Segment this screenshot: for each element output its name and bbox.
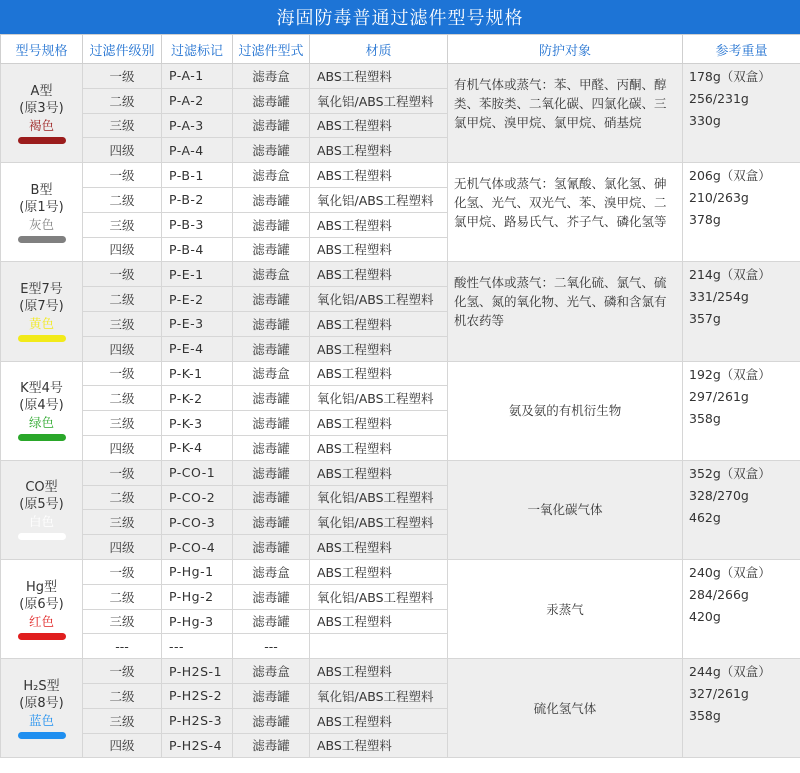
level-cell: 四级 bbox=[83, 435, 162, 460]
code-cell: P-CO-1 bbox=[162, 460, 233, 485]
material-cell: ABS工程塑料 bbox=[310, 559, 448, 584]
level-cell: 二级 bbox=[83, 287, 162, 312]
weight-value: 352g（双盒） bbox=[689, 465, 771, 481]
color-label: 红色 bbox=[28, 613, 54, 629]
material-cell: ABS工程塑料 bbox=[310, 163, 448, 188]
code-cell: P-B-3 bbox=[162, 212, 233, 237]
weight-value: 178g（双盒） bbox=[689, 69, 771, 84]
protection-cell: 汞蒸气 bbox=[448, 559, 683, 658]
weight-value: 240g（双盒） bbox=[689, 564, 771, 580]
model-original: (原3号) bbox=[19, 100, 64, 116]
model-name: H₂S型 bbox=[23, 678, 60, 694]
weight-cell bbox=[683, 460, 800, 559]
weight-value: 328/270g bbox=[689, 487, 749, 503]
code-cell: P-B-1 bbox=[162, 163, 233, 188]
weight-value: 192g（双盒） bbox=[689, 366, 771, 382]
form-cell: 滤毒罐 bbox=[233, 113, 310, 138]
code-cell: P-K-2 bbox=[162, 386, 233, 411]
weight-cell bbox=[683, 559, 800, 658]
level-cell: 三级 bbox=[83, 510, 162, 535]
protection-cell: 氨及氨的有机衍生物 bbox=[448, 361, 683, 460]
weight-value: 214g（双盒） bbox=[689, 267, 771, 283]
model-original: (原7号) bbox=[19, 298, 64, 314]
table-row bbox=[1, 163, 800, 188]
header-row bbox=[1, 35, 800, 64]
form-cell: 滤毒罐 bbox=[233, 237, 310, 262]
code-cell: --- bbox=[162, 634, 233, 659]
color-label: 白色 bbox=[28, 514, 54, 530]
weight-value: 420g bbox=[689, 608, 721, 624]
protection-cell: 一氧化碳气体 bbox=[448, 460, 683, 559]
page-title: 海固防毒普通过滤件型号规格 bbox=[0, 0, 800, 34]
color-label: 蓝色 bbox=[28, 712, 54, 728]
code-cell: P-Hg-2 bbox=[162, 584, 233, 609]
form-cell: 滤毒罐 bbox=[233, 212, 310, 237]
form-cell: 滤毒罐 bbox=[233, 460, 310, 485]
code-cell: P-B-2 bbox=[162, 187, 233, 212]
material-cell: ABS工程塑料 bbox=[310, 212, 448, 237]
table-row bbox=[1, 64, 800, 89]
code-cell: P-H2S-1 bbox=[162, 659, 233, 684]
level-cell: 二级 bbox=[83, 485, 162, 510]
form-cell: 滤毒罐 bbox=[233, 287, 310, 312]
spec-table bbox=[0, 34, 800, 758]
material-cell: ABS工程塑料 bbox=[310, 237, 448, 262]
model-name: A型 bbox=[30, 83, 53, 99]
table-row bbox=[1, 559, 800, 584]
level-cell: 四级 bbox=[83, 138, 162, 163]
level-cell: 二级 bbox=[83, 187, 162, 212]
code-cell: P-H2S-4 bbox=[162, 733, 233, 758]
form-cell: 滤毒盒 bbox=[233, 361, 310, 386]
material-cell: 氧化铝/ABS工程塑料 bbox=[310, 584, 448, 609]
material-cell bbox=[310, 634, 448, 659]
color-swatch bbox=[18, 732, 66, 739]
material-cell: ABS工程塑料 bbox=[310, 535, 448, 560]
level-cell: 三级 bbox=[83, 411, 162, 436]
weight-cell bbox=[683, 64, 800, 163]
form-cell: 滤毒罐 bbox=[233, 535, 310, 560]
form-cell: 滤毒罐 bbox=[233, 88, 310, 113]
protection-cell: 有机气体或蒸气：苯、甲醛、丙酮、醇类、苯胺类、二氧化碳、四氯化碳、三氯甲烷、溴甲烷、氯甲烷、硝基烷 bbox=[448, 64, 683, 163]
level-cell: 四级 bbox=[83, 336, 162, 361]
material-cell: ABS工程塑料 bbox=[310, 708, 448, 733]
color-label: 灰色 bbox=[28, 216, 54, 232]
material-cell: 氧化铝/ABS工程塑料 bbox=[310, 287, 448, 312]
color-swatch bbox=[18, 434, 66, 441]
material-cell: 氧化铝/ABS工程塑料 bbox=[310, 187, 448, 212]
color-swatch bbox=[18, 533, 66, 540]
form-cell: 滤毒罐 bbox=[233, 187, 310, 212]
code-cell: P-A-3 bbox=[162, 113, 233, 138]
weight-value: 378g bbox=[689, 212, 721, 228]
weight-value: 244g（双盒） bbox=[689, 664, 771, 680]
header-protection: 防护对象 bbox=[448, 35, 683, 64]
model-cell bbox=[1, 460, 83, 559]
level-cell: 一级 bbox=[83, 559, 162, 584]
code-cell: P-E-3 bbox=[162, 311, 233, 336]
form-cell: 滤毒罐 bbox=[233, 485, 310, 510]
model-name: B型 bbox=[30, 182, 53, 198]
level-cell: 一级 bbox=[83, 64, 162, 89]
material-cell: ABS工程塑料 bbox=[310, 733, 448, 758]
material-cell: ABS工程塑料 bbox=[310, 460, 448, 485]
material-cell: ABS工程塑料 bbox=[310, 361, 448, 386]
weight-value: 210/263g bbox=[689, 190, 749, 206]
header-form: 过滤件型式 bbox=[233, 35, 310, 64]
protection-cell: 无机气体或蒸气：氢氰酸、氯化氢、砷化氢、光气、双光气、苯、溴甲烷、二氯甲烷、路易氏气、芥子气、磷化氢等 bbox=[448, 163, 683, 262]
level-cell: 三级 bbox=[83, 212, 162, 237]
form-cell: 滤毒罐 bbox=[233, 386, 310, 411]
form-cell: 滤毒罐 bbox=[233, 609, 310, 634]
level-cell: 一级 bbox=[83, 460, 162, 485]
model-cell bbox=[1, 64, 83, 163]
protection-cell: 硫化氢气体 bbox=[448, 659, 683, 758]
form-cell: 滤毒罐 bbox=[233, 435, 310, 460]
level-cell: 一级 bbox=[83, 361, 162, 386]
code-cell: P-CO-3 bbox=[162, 510, 233, 535]
model-original: (原8号) bbox=[19, 695, 64, 711]
weight-value: 358g bbox=[689, 410, 721, 426]
code-cell: P-K-4 bbox=[162, 435, 233, 460]
header-weight: 参考重量 bbox=[683, 35, 800, 64]
material-cell: ABS工程塑料 bbox=[310, 64, 448, 89]
level-cell: 二级 bbox=[83, 386, 162, 411]
material-cell: ABS工程塑料 bbox=[310, 659, 448, 684]
weight-value: 330g bbox=[689, 113, 721, 128]
level-cell: 一级 bbox=[83, 659, 162, 684]
model-original: (原1号) bbox=[19, 199, 64, 215]
color-swatch bbox=[18, 335, 66, 342]
table-row bbox=[1, 460, 800, 485]
material-cell: 氧化铝/ABS工程塑料 bbox=[310, 485, 448, 510]
table-row bbox=[1, 659, 800, 684]
form-cell: 滤毒罐 bbox=[233, 138, 310, 163]
form-cell: 滤毒盒 bbox=[233, 64, 310, 89]
material-cell: 氧化铝/ABS工程塑料 bbox=[310, 88, 448, 113]
level-cell: 三级 bbox=[83, 708, 162, 733]
code-cell: P-Hg-3 bbox=[162, 609, 233, 634]
weight-value: 358g bbox=[689, 708, 721, 724]
code-cell: P-A-1 bbox=[162, 64, 233, 89]
level-cell: 四级 bbox=[83, 535, 162, 560]
model-cell bbox=[1, 559, 83, 658]
weight-value: 331/254g bbox=[689, 289, 749, 305]
header-level: 过滤件级别 bbox=[83, 35, 162, 64]
color-swatch bbox=[18, 633, 66, 640]
material-cell: ABS工程塑料 bbox=[310, 113, 448, 138]
code-cell: P-B-4 bbox=[162, 237, 233, 262]
form-cell: 滤毒罐 bbox=[233, 708, 310, 733]
material-cell: 氧化铝/ABS工程塑料 bbox=[310, 386, 448, 411]
form-cell: 滤毒罐 bbox=[233, 411, 310, 436]
header-model: 型号规格 bbox=[1, 35, 83, 64]
code-cell: P-CO-4 bbox=[162, 535, 233, 560]
material-cell: ABS工程塑料 bbox=[310, 138, 448, 163]
table-row bbox=[1, 361, 800, 386]
material-cell: ABS工程塑料 bbox=[310, 262, 448, 287]
form-cell: 滤毒盒 bbox=[233, 659, 310, 684]
weight-cell bbox=[683, 659, 800, 758]
level-cell: 一级 bbox=[83, 262, 162, 287]
form-cell: 滤毒盒 bbox=[233, 559, 310, 584]
material-cell: ABS工程塑料 bbox=[310, 336, 448, 361]
protection-cell: 酸性气体或蒸气：二氧化硫、氯气、硫化氢、氮的氧化物、光气、磷和含氯有机农药等 bbox=[448, 262, 683, 361]
form-cell: 滤毒盒 bbox=[233, 262, 310, 287]
code-cell: P-E-2 bbox=[162, 287, 233, 312]
model-cell bbox=[1, 659, 83, 758]
header-material: 材质 bbox=[310, 35, 448, 64]
code-cell: P-CO-2 bbox=[162, 485, 233, 510]
color-swatch bbox=[18, 236, 66, 243]
color-swatch bbox=[18, 137, 66, 144]
table-row bbox=[1, 262, 800, 287]
form-cell: --- bbox=[233, 634, 310, 659]
level-cell: 一级 bbox=[83, 163, 162, 188]
code-cell: P-E-1 bbox=[162, 262, 233, 287]
code-cell: P-H2S-2 bbox=[162, 683, 233, 708]
color-label: 褐色 bbox=[28, 117, 54, 133]
code-cell: P-H2S-3 bbox=[162, 708, 233, 733]
color-label: 黄色 bbox=[28, 315, 54, 331]
code-cell: P-K-1 bbox=[162, 361, 233, 386]
model-name: E型7号 bbox=[20, 281, 63, 297]
model-original: (原6号) bbox=[19, 596, 64, 612]
model-original: (原5号) bbox=[19, 497, 64, 513]
level-cell: 二级 bbox=[83, 584, 162, 609]
weight-value: 256/231g bbox=[689, 91, 749, 106]
material-cell: ABS工程塑料 bbox=[310, 435, 448, 460]
model-name: Hg型 bbox=[25, 579, 58, 595]
material-cell: ABS工程塑料 bbox=[310, 609, 448, 634]
form-cell: 滤毒罐 bbox=[233, 510, 310, 535]
level-cell: 四级 bbox=[83, 237, 162, 262]
weight-cell bbox=[683, 163, 800, 262]
level-cell: 二级 bbox=[83, 683, 162, 708]
code-cell: P-A-2 bbox=[162, 88, 233, 113]
form-cell: 滤毒罐 bbox=[233, 336, 310, 361]
level-cell: 四级 bbox=[83, 733, 162, 758]
material-cell: 氧化铝/ABS工程塑料 bbox=[310, 683, 448, 708]
form-cell: 滤毒盒 bbox=[233, 163, 310, 188]
model-name: CO型 bbox=[25, 480, 58, 496]
model-cell bbox=[1, 262, 83, 361]
code-cell: P-A-4 bbox=[162, 138, 233, 163]
material-cell: ABS工程塑料 bbox=[310, 311, 448, 336]
table-body bbox=[1, 64, 800, 758]
level-cell: --- bbox=[83, 634, 162, 659]
form-cell: 滤毒罐 bbox=[233, 683, 310, 708]
weight-value: 327/261g bbox=[689, 686, 749, 702]
weight-value: 462g bbox=[689, 509, 721, 525]
weight-cell bbox=[683, 262, 800, 361]
weight-cell bbox=[683, 361, 800, 460]
model-cell bbox=[1, 163, 83, 262]
weight-value: 297/261g bbox=[689, 388, 749, 404]
form-cell: 滤毒罐 bbox=[233, 733, 310, 758]
weight-value: 284/266g bbox=[689, 586, 749, 602]
form-cell: 滤毒罐 bbox=[233, 311, 310, 336]
model-original: (原4号) bbox=[19, 398, 64, 414]
model-name: K型4号 bbox=[20, 381, 63, 397]
level-cell: 三级 bbox=[83, 113, 162, 138]
model-cell bbox=[1, 361, 83, 460]
weight-value: 357g bbox=[689, 311, 721, 327]
material-cell: ABS工程塑料 bbox=[310, 411, 448, 436]
material-cell: 氧化铝/ABS工程塑料 bbox=[310, 510, 448, 535]
level-cell: 三级 bbox=[83, 609, 162, 634]
form-cell: 滤毒罐 bbox=[233, 584, 310, 609]
color-label: 绿色 bbox=[28, 415, 54, 431]
level-cell: 二级 bbox=[83, 88, 162, 113]
code-cell: P-Hg-1 bbox=[162, 559, 233, 584]
code-cell: P-K-3 bbox=[162, 411, 233, 436]
code-cell: P-E-4 bbox=[162, 336, 233, 361]
level-cell: 三级 bbox=[83, 311, 162, 336]
weight-value: 206g（双盒） bbox=[689, 168, 771, 184]
header-code: 过滤标记 bbox=[162, 35, 233, 64]
